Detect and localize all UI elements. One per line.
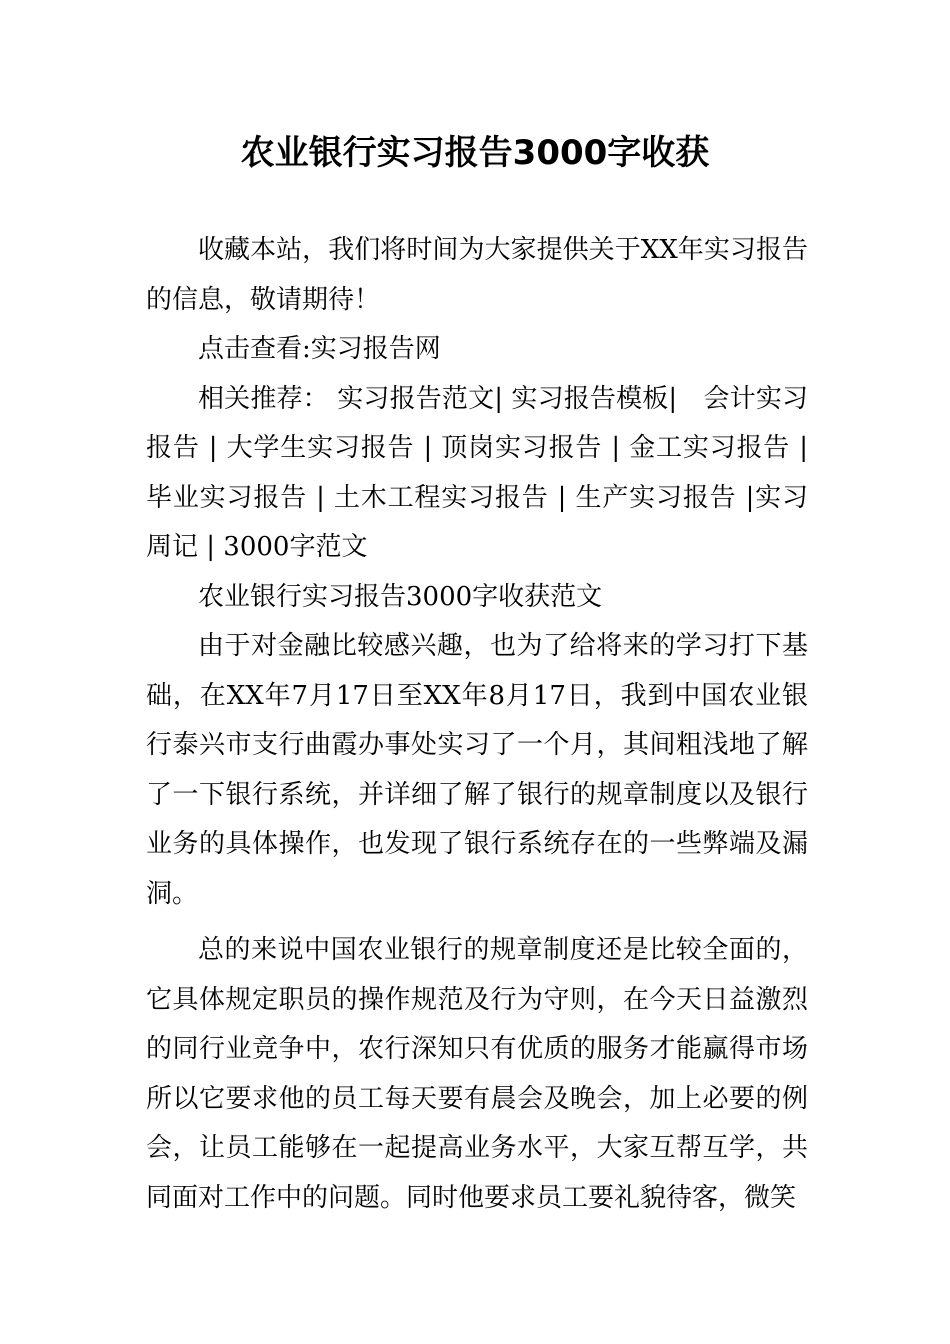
paragraph-body-1: 由于对金融比较感兴趣，也为了给将来的学习打下基础，在XX年7月17日至XX年8月17日，我到中国农业银行泰兴市支行曲霞办事处实习了一个月，其间粗浅地了解了一下银行系统，并详细了解了银行的规章制度以及银行业务的具体操作，也发现了银行系统存在的一些弊端及漏洞。	[146, 631, 808, 909]
paragraph-intro: 收藏本站，我们将时间为大家提供关于XX年实习报告的信息，敬请期待！	[146, 235, 808, 315]
paragraph-link: 点击查看:实习报告网	[198, 334, 441, 364]
paragraph-body-2: 总的来说中国农业银行的规章制度还是比较全面的，它具体规定职员的操作规范及行为守则，在今天日益激烈的同行业竞争中，农行深知只有优质的服务才能赢得市场所以它要求他的员工每天要有晨会及晚会，加上必要的例会，让员工能够在一起提高业务水平，大家互帮互学，共同面对工作中的问题。同时他要求员工要礼貌待客，微笑	[146, 935, 808, 1213]
document-body	[146, 226, 808, 1223]
document-title: 农业银行实习报告3000字收获	[240, 133, 710, 173]
paragraph-subtitle: 农业银行实习报告3000字收获范文	[198, 581, 603, 612]
paragraph-related: 相关推荐： 实习报告范文| 实习报告模板| 会计实习报告 | 大学生实习报告 | 顶岗实习报告 | 金工实习报告 | 毕业实习报告 | 土木工程实习报告 | 生产实习报告 |实习周记 | 3000字范文	[146, 383, 808, 562]
